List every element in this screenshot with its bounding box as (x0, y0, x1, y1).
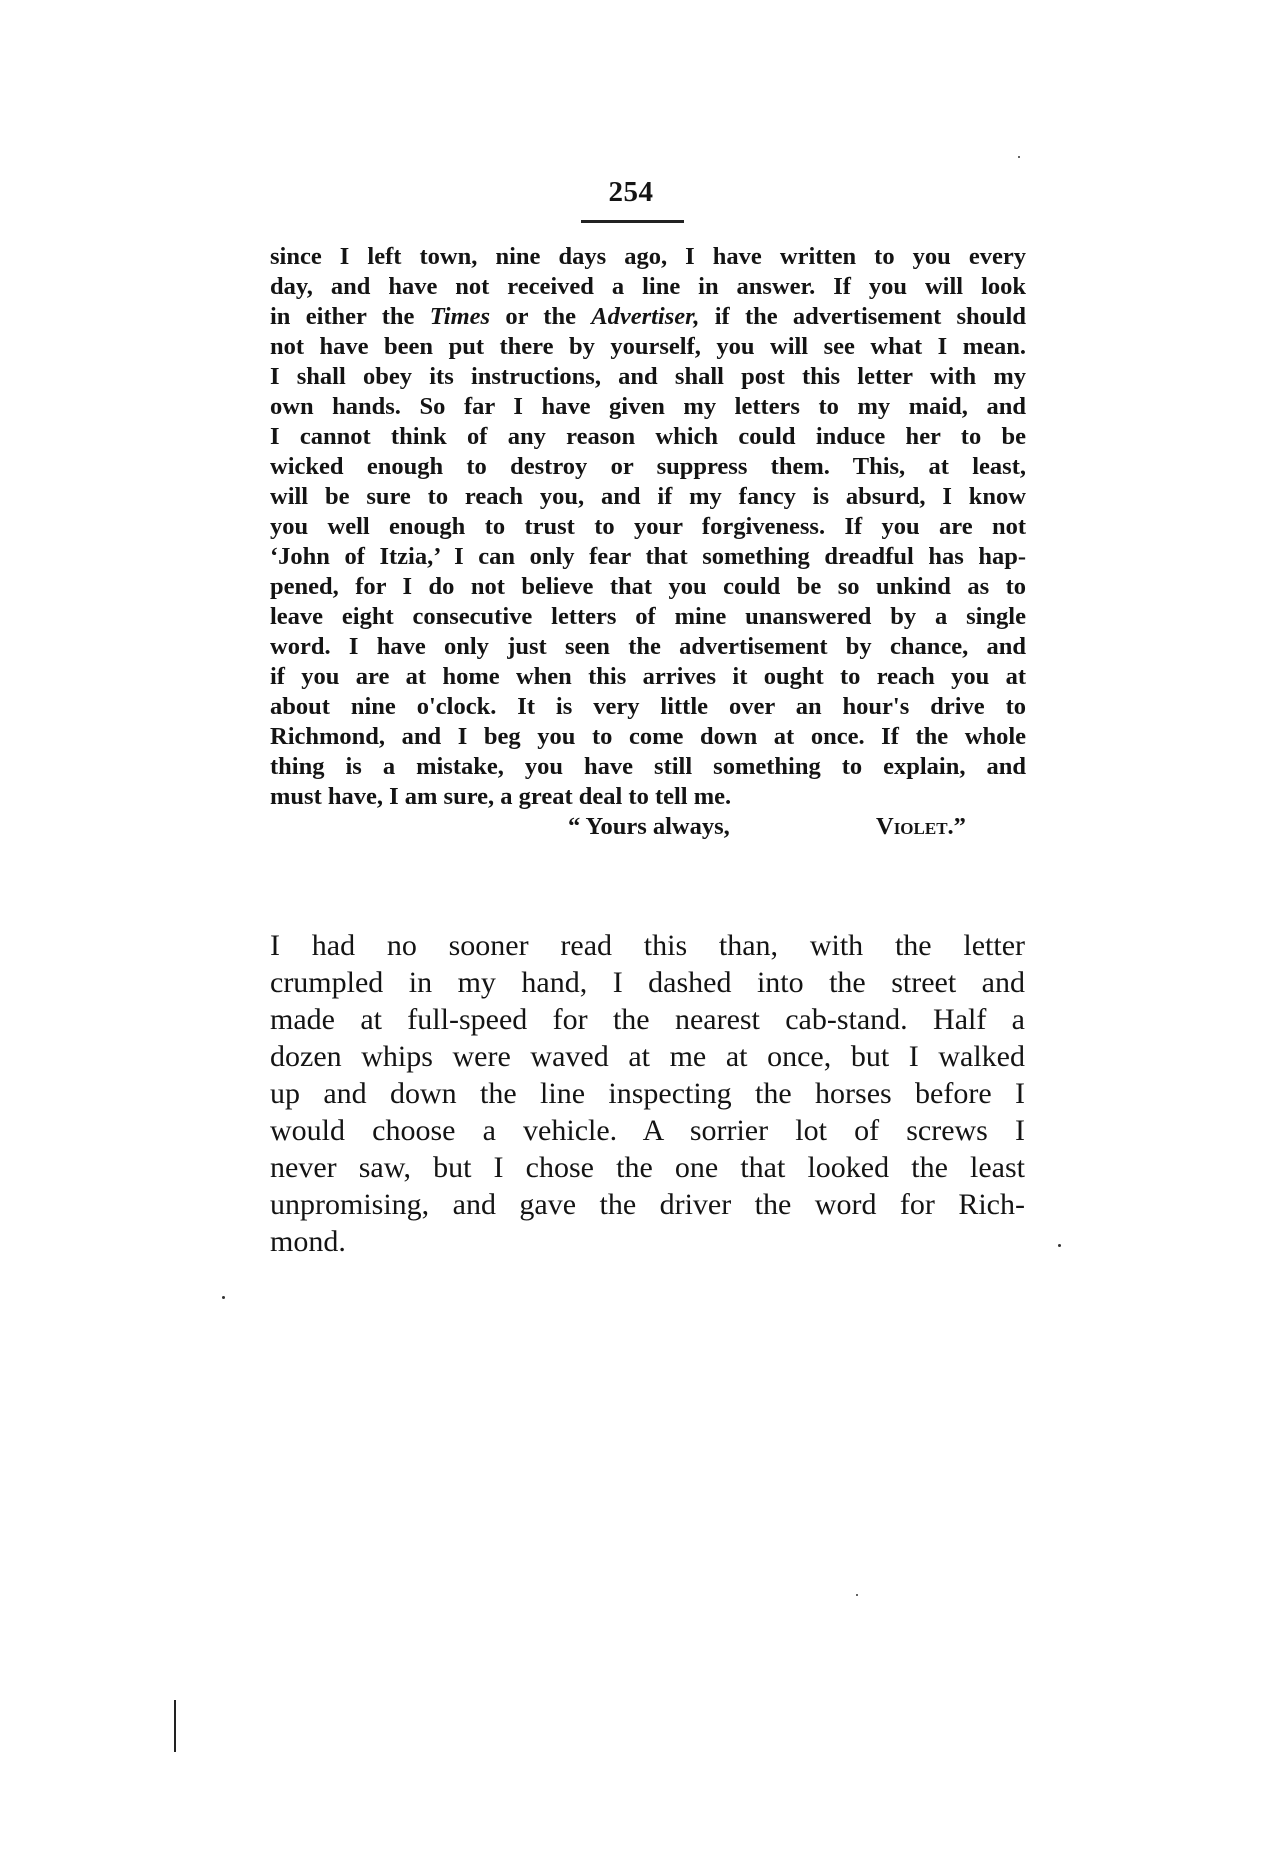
letter-closing (270, 810, 1026, 844)
letter-line: Richmond, and I beg you to come down at once. If the whole (270, 723, 1026, 750)
newspaper-title-advertiser: Advertiser, (591, 303, 700, 330)
narrative-line: made at full-speed for the nearest cab-stand. Half a (270, 1003, 1025, 1036)
letter-line: leave eight consecutive letters of mine unanswered by a single (270, 603, 1026, 630)
letter-line: word. I have only just seen the advertisement by chance, and (270, 633, 1026, 660)
letter-line: will be sure to reach you, and if my fancy is absurd, I know (270, 483, 1026, 510)
letter-line: day, and have not received a line in answer. If you will look (270, 273, 1026, 300)
letter-line: thing is a mistake, you have still something to explain, and (270, 753, 1026, 780)
scan-speck (1058, 1244, 1061, 1247)
scan-speck (222, 1296, 225, 1299)
narrative-line: crumpled in my hand, I dashed into the street and (270, 966, 1025, 999)
letter-line: pened, for I do not believe that you could be so unkind as to (270, 573, 1026, 600)
letter-line: I cannot think of any reason which could induce her to be (270, 423, 1026, 450)
letter-line: I shall obey its instructions, and shall post this letter with my (270, 363, 1026, 390)
letter-line-italic (270, 300, 1026, 334)
letter-text-run: or the (490, 303, 592, 330)
narrative-line: would choose a vehicle. A sorrier lot of screws I (270, 1114, 1025, 1147)
letter-line: since I left town, nine days ago, I have written to you every (270, 243, 1026, 270)
scan-edge-mark (174, 1700, 176, 1752)
narrative-line-last: mond. (270, 1225, 346, 1258)
scan-speck (1018, 156, 1020, 158)
narrative-line: unpromising, and gave the driver the word for Rich- (270, 1188, 1025, 1221)
narrative-line: I had no sooner read this than, with the letter (270, 929, 1025, 962)
scan-speck (856, 1594, 858, 1596)
narrative-line: never saw, but I chose the one that looked the least (270, 1151, 1025, 1184)
letter-line: own hands. So far I have given my letters to my maid, and (270, 393, 1026, 420)
letter-line-last: must have, I am sure, a great deal to tell me. (270, 783, 732, 810)
letter-line: if you are at home when this arrives it ought to reach you at (270, 663, 1026, 690)
narrative-line: up and down the line inspecting the horses before I (270, 1077, 1025, 1110)
signature: Violet.” (876, 813, 966, 840)
newspaper-title-times: Times (429, 303, 491, 330)
narrative-line: dozen whips were waved at me at once, but I walked (270, 1040, 1025, 1073)
letter-line: ‘John of Itzia,’ I can only fear that something dreadful has hap- (270, 543, 1026, 570)
letter-line: not have been put there by yourself, you will see what I mean. (270, 333, 1026, 360)
closing-salutation: “ Yours always, (568, 813, 730, 840)
letter-text-run: if the advertisement should (699, 303, 1026, 330)
letter-text-run: in either the (270, 303, 430, 330)
page-number-rule (581, 220, 684, 223)
letter-line: you well enough to trust to your forgiveness. If you are not (270, 513, 1026, 540)
page-number: 254 (608, 176, 654, 208)
letter-line: about nine o'clock. It is very little over an hour's drive to (270, 693, 1026, 720)
letter-line: wicked enough to destroy or suppress them. This, at least, (270, 453, 1026, 480)
